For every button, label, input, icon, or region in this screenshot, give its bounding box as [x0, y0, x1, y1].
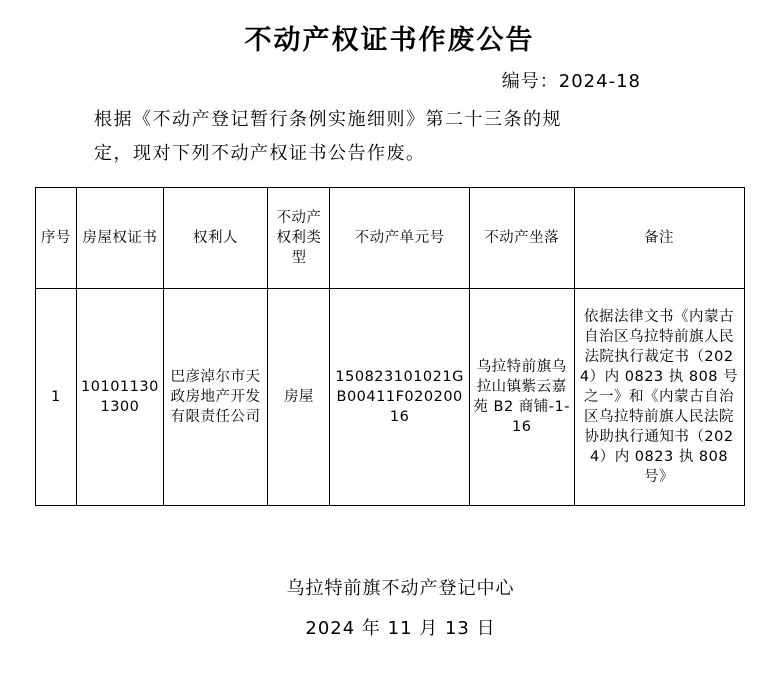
column-header-owner: 权利人	[163, 188, 268, 289]
cell-owner: 巴彦淖尔市天政房地产开发有限责任公司	[163, 289, 268, 506]
notice-paragraph	[58, 103, 721, 137]
notice-paragraph-continued	[58, 137, 721, 171]
table-body	[35, 289, 744, 506]
paragraph-line-2: 定，现对下列不动产权证书公告作废。	[94, 143, 426, 164]
column-header-certificate: 房屋权证书	[77, 188, 163, 289]
document-page	[0, 18, 779, 679]
page-title: 不动产权证书作废公告	[244, 25, 535, 56]
table-row	[35, 289, 744, 506]
column-header-remark: 备注	[574, 188, 744, 289]
footer-issuer: 乌拉特前旗不动产登记中心	[286, 578, 515, 599]
column-header-right-type: 不动产权利类型	[268, 188, 330, 289]
cell-right-type: 房屋	[268, 289, 330, 506]
table-header	[35, 188, 744, 289]
invalidated-certificates-table	[35, 187, 745, 506]
paragraph-line-1: 根据《不动产登记暂行条例实施细则》第二十三条的规	[94, 109, 562, 130]
column-header-location: 不动产坐落	[469, 188, 574, 289]
cell-remark: 依据法律文书《内蒙古自治区乌拉特前旗人民法院执行裁定书（2024）内 0823 执 808 号之一》和《内蒙古自治区乌拉特前旗人民法院协助执行通知书（2024）内 0823 执 808 号》	[574, 289, 744, 506]
cell-unit-number: 150823101021GB00411F02020016	[330, 289, 469, 506]
column-header-unit-number: 不动产单元号	[330, 188, 469, 289]
column-header-seq: 序号	[35, 188, 77, 289]
document-number: 编号：2024-18	[501, 71, 641, 92]
table-header-row	[35, 188, 744, 289]
footer-date: 2024 年 11 月 13 日	[305, 618, 496, 639]
document-footer	[0, 574, 779, 640]
cell-certificate: 101011301300	[77, 289, 163, 506]
cell-location: 乌拉特前旗乌拉山镇紫云嘉苑 B2 商铺-1-16	[469, 289, 574, 506]
cell-seq: 1	[35, 289, 77, 506]
